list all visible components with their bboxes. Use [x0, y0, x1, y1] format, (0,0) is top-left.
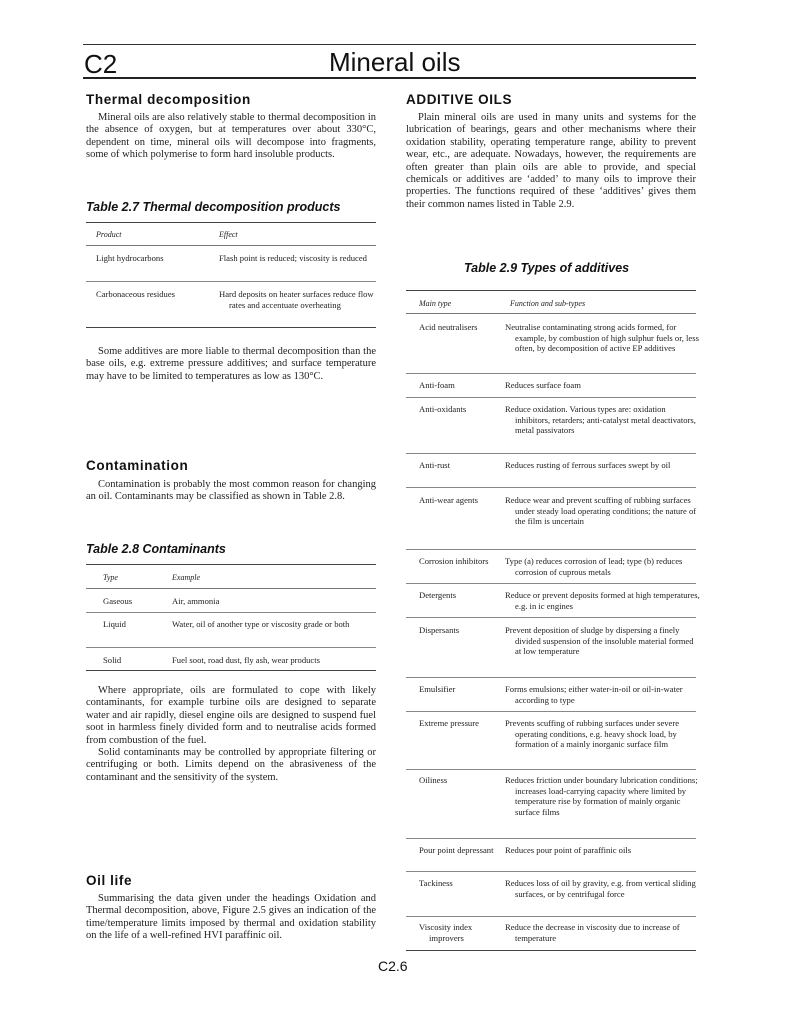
table-2-7-header-product: Product: [96, 230, 122, 239]
table-2-9-row-rule: [406, 617, 696, 618]
table-2-9-row-rule: [406, 916, 696, 917]
oil-life-heading: Oil life: [86, 873, 133, 888]
table-2-7-row-1-effect: Flash point is reduced; viscosity is reduced: [219, 253, 367, 263]
table-2-9-row-9-function: Forms emulsions; either water-in-oil or oil-in-water according to type: [505, 684, 683, 705]
table-2-9-bottom-rule: [406, 950, 696, 951]
table-2-8-title: Table 2.8 Contaminants: [86, 542, 226, 556]
table-2-7-row-2-product: Carbonaceous residues: [96, 289, 175, 299]
additive-oils-heading: ADDITIVE OILS: [406, 92, 513, 107]
table-2-9-row-7-type: Detergents: [419, 590, 457, 600]
table-2-9-row-3-type: Anti-oxidants: [419, 404, 467, 414]
contamination-para-3: Solid contaminants may be controlled by appropriate filtering or centrifuging or both. Limits depend on the abrasiveness of the contaminant and the sensitivity of the system.: [86, 747, 376, 783]
table-2-8-header-type: Type: [103, 573, 118, 582]
table-2-9-row-3-function: Reduce oxidation. Various types are: oxidation inhibitors, retarders; anti-catalyst metal deactivators, metal passivators: [505, 404, 696, 436]
thermal-para-1: Mineral oils are also relatively stable to thermal decomposition in the absence of oxygen, but at temperatures over about 330°C, dependent on time, mineral oils will decompose into fragments, some of which polymerise to form hard insoluble products.: [86, 112, 376, 161]
page-title: Mineral oils: [329, 47, 461, 77]
page-number: C2.6: [378, 958, 408, 974]
table-2-9-row-10-type: Extreme pressure: [419, 718, 479, 728]
table-2-9-header-main-type: Main type: [419, 299, 452, 308]
table-2-9-row-13-type: Tackiness: [419, 878, 453, 888]
table-2-8-row-2-example: Water, oil of another type or viscosity grade or both: [172, 619, 350, 629]
table-2-7-header-rule: [86, 245, 376, 246]
additive-oils-body: [406, 112, 696, 211]
table-2-9-top-rule: [406, 290, 696, 291]
table-2-9-row-8-function: Prevent deposition of sludge by dispersing a finely divided suspension of the insoluble material formed at low temperature: [505, 625, 694, 657]
table-2-9-row-rule: [406, 453, 696, 454]
table-2-9-row-rule: [406, 583, 696, 584]
table-2-9-row-14-function: Reduce the decrease in viscosity due to increase of temperature: [505, 922, 680, 943]
section-code: C2: [84, 49, 118, 79]
table-2-9-row-5-type: Anti-wear agents: [419, 495, 478, 505]
table-2-9-row-7-function: Reduce or prevent deposits formed at high temperatures, e.g. in ic engines: [505, 590, 700, 611]
table-2-8-row-3-example: Fuel soot, road dust, fly ash, wear products: [172, 655, 320, 665]
table-2-9-row-2-type: Anti-foam: [419, 380, 455, 390]
thermal-decomposition-paragraph: [86, 112, 376, 162]
table-2-9-row-8-type: Dispersants: [419, 625, 460, 635]
table-2-9-row-2-function: Reduces surface foam: [505, 380, 581, 390]
table-2-9-row-12-type: Pour point depressant: [419, 845, 494, 855]
table-2-7-row-2-effect: Hard deposits on heater surfaces reduce flow rates and accentuate overheating: [219, 289, 374, 310]
table-2-9-header-rule: [406, 313, 696, 314]
header-top-rule: [83, 44, 696, 45]
table-2-9-row-rule: [406, 373, 696, 374]
header-bottom-rule: [83, 77, 696, 79]
table-2-9-row-rule: [406, 677, 696, 678]
contamination-para-2: Where appropriate, oils are formulated to cope with likely contaminants, for example turbine oils are designed to separate water and air rapidly, diesel engine oils are designed to suspend fuel soot in harmless finely divided form and to neutralise acids formed from combustion of the fuel.: [86, 685, 376, 746]
table-2-9-row-rule: [406, 549, 696, 550]
thermal-para-2: Some additives are more liable to thermal decomposition than the base oils, e.g. extreme pressure additives; and surface temperature may have to be limited to temperatures as low as 130°C.: [86, 346, 376, 382]
oil-life-body: [86, 893, 376, 943]
table-2-9-row-9-type: Emulsifier: [419, 684, 456, 694]
table-2-9-row-11-type: Oiliness: [419, 775, 448, 785]
table-2-7-title: Table 2.7 Thermal decomposition products: [86, 200, 341, 214]
table-2-9-row-13-function: Reduces loss of oil by gravity, e.g. from vertical sliding surfaces, or by centrifugal force: [505, 878, 696, 899]
table-2-9-row-rule: [406, 711, 696, 712]
table-2-9-row-6-type: Corrosion inhibitors: [419, 556, 489, 566]
table-2-9-row-4-type: Anti-rust: [419, 460, 451, 470]
table-2-8-row-rule-2: [86, 647, 376, 648]
table-2-9-row-rule: [406, 871, 696, 872]
contamination-intro: [86, 479, 376, 504]
table-2-8-row-rule-1: [86, 612, 376, 613]
table-2-9-row-rule: [406, 397, 696, 398]
table-2-8-header-example: Example: [172, 573, 200, 582]
table-2-7-row-rule: [86, 281, 376, 282]
table-2-9-row-12-function: Reduces pour point of paraffinic oils: [505, 845, 632, 855]
table-2-9-row-rule: [406, 838, 696, 839]
table-2-9-row-11-function: Reduces friction under boundary lubrication conditions; increases load-carrying capacity where limited by temperature rise by formation of mainly organic surface films: [505, 775, 698, 817]
contamination-body: [86, 685, 376, 784]
table-2-7-bottom-rule: [86, 327, 376, 328]
table-2-9-row-4-function: Reduces rusting of ferrous surfaces swept by oil: [505, 460, 671, 470]
thermal-additives-paragraph: [86, 346, 376, 383]
table-2-9-row-1-type: Acid neutralisers: [419, 322, 478, 332]
table-2-9-row-6-function: Type (a) reduces corrosion of lead; type (b) reduces corrosion of cuprous metals: [505, 556, 683, 577]
table-2-9-row-1-function: Neutralise contaminating strong acids formed, for example, by combustion of high sulphur fuels or, less often, by decomposition of active EP additives: [505, 322, 699, 354]
table-2-9-header-function: Function and sub-types: [510, 299, 586, 308]
table-2-8-row-3-type: Solid: [103, 655, 122, 665]
table-2-9-row-rule: [406, 769, 696, 770]
table-2-8-row-1-example: Air, ammonia: [172, 596, 220, 606]
table-2-9-title: Table 2.9 Types of additives: [464, 261, 630, 275]
table-2-8-row-2-type: Liquid: [103, 619, 126, 629]
contamination-heading: Contamination: [86, 458, 189, 473]
additive-para-1: Plain mineral oils are used in many units and systems for the lubrication of bearings, gears and other mechanisms where their oxidation stability, operating temperature range, ability to prevent wear, etc., are adequate. Nowadays, however, the requirements are often greater than plain oils are able to provide, and special chemicals or additives are ‘added’ to many oils to improve their properties. The functions required of these ‘additives’ gives them their common names listed in Table 2.9.: [406, 112, 696, 210]
table-2-9-row-rule: [406, 487, 696, 488]
table-2-7-header-effect: Effect: [219, 230, 238, 239]
table-2-7-row-1-product: Light hydrocarbons: [96, 253, 164, 263]
table-2-8-top-rule: [86, 564, 376, 565]
table-2-9-row-14-type: Viscosity index improvers: [419, 922, 473, 943]
table-2-8-bottom-rule: [86, 670, 376, 671]
table-2-8-row-1-type: Gaseous: [103, 596, 133, 606]
oil-life-para-1: Summarising the data given under the headings Oxidation and Thermal decomposition, above, Figure 2.5 gives an indication of the time/temperature limits imposed by thermal and oxidation stability on the life of a well-refined HVI paraffinic oil.: [86, 893, 376, 942]
contamination-para-1: Contamination is probably the most common reason for changing an oil. Contaminants may be classified as shown in Table 2.8.: [86, 479, 376, 503]
table-2-8-header-rule: [86, 588, 376, 589]
table-2-9-row-10-function: Prevents scuffing of rubbing surfaces under severe operating conditions, e.g. heavy shock load, by formation of a mainly inorganic surface film: [505, 718, 680, 750]
thermal-decomposition-heading: Thermal decomposition: [86, 92, 251, 107]
table-2-9-row-5-function: Reduce wear and prevent scuffing of rubbing surfaces under steady load operating conditions; the nature of the film is uncertain: [505, 495, 697, 527]
table-2-7-top-rule: [86, 222, 376, 223]
